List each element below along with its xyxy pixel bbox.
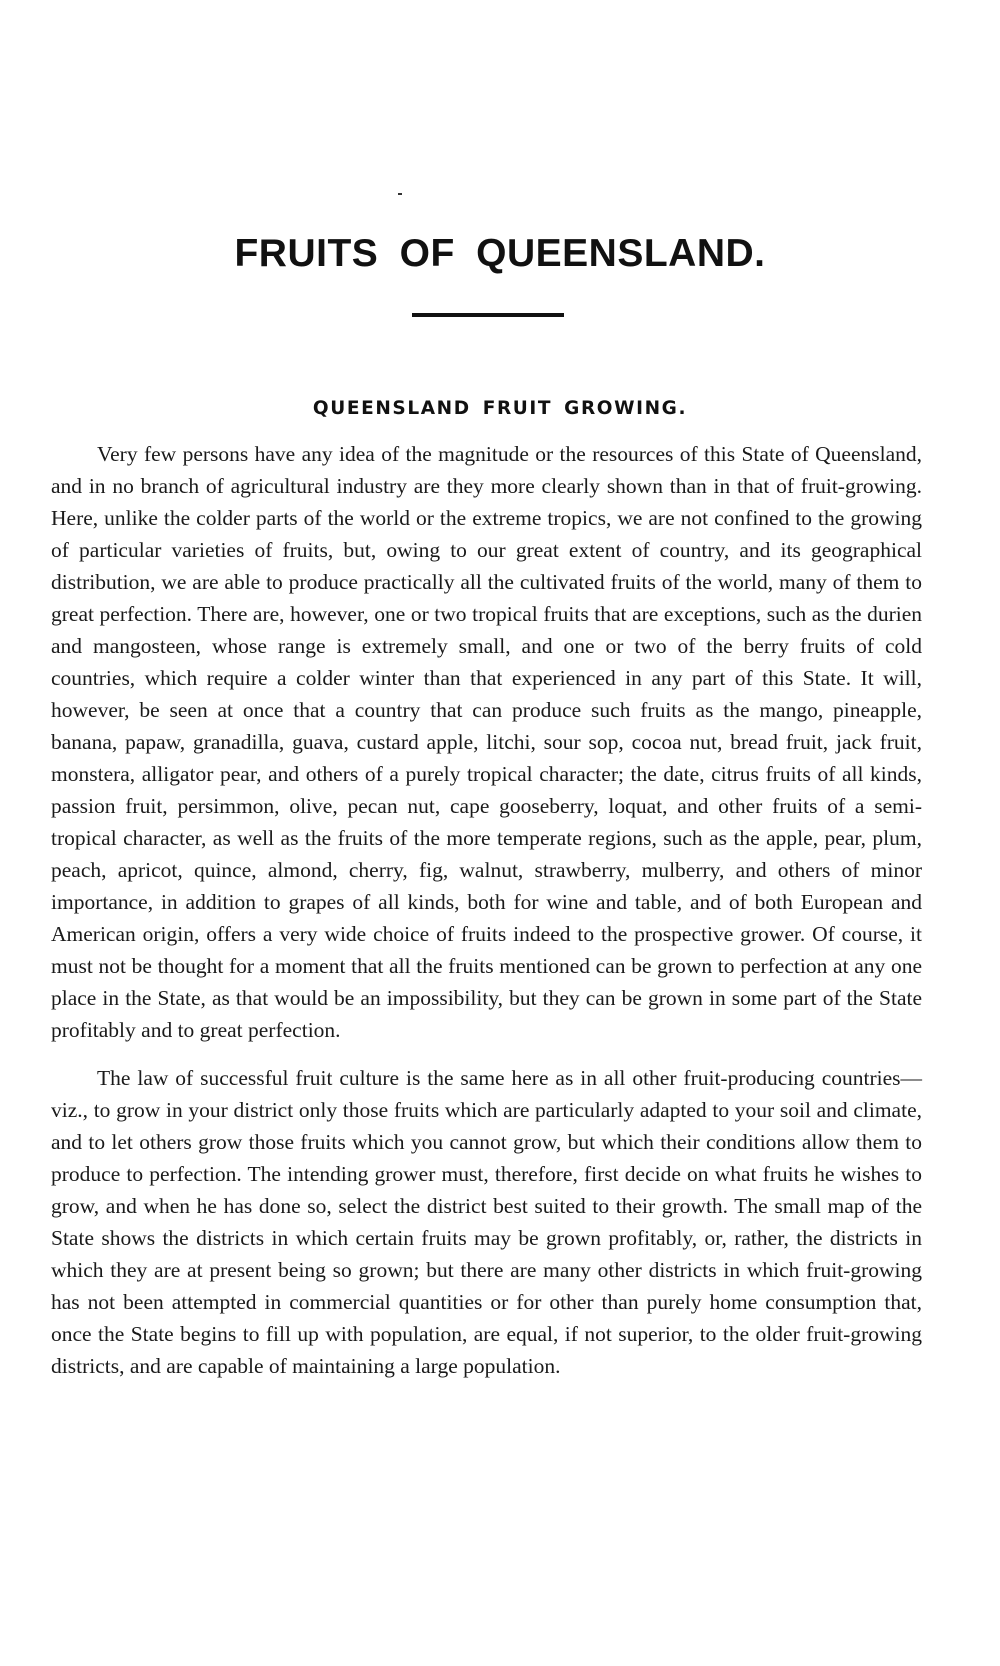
section-heading: QUEENSLAND FRUIT GROWING. bbox=[312, 398, 688, 419]
title-divider bbox=[412, 313, 564, 317]
paragraph-2: The law of successful fruit culture is the same here as in all other fruit-producing countries—viz., to grow in your district only those fruits which are particularly adapted to your soil and climate, and to let others grow those fruits which you cannot grow, but which their conditions allow them to produce to perfection. The intending grower must, therefore, first decide on what fruits he wishes to grow, and when he has done so, select the district best suited to their growth. The small map of the State shows the districts in which certain fruits may be grown profitably, or, rather, the districts in which they are at present being so grown; but there are many other districts in which fruit-growing has not been attempted in commercial quantities or for other than purely home consumption that, once the State begins to fill up with population, are equal, if not superior, to the older fruit-growing districts, and are capable of maintaining a large population. bbox=[51, 1066, 922, 1378]
page-title: FRUITS OF QUEENSLAND. bbox=[234, 232, 766, 275]
print-speck bbox=[398, 193, 402, 195]
paragraph-1: Very few persons have any idea of the magnitude or the resources of this State of Queensland, and in no branch of agricultural industry are they more clearly shown than in that of fruit-growing. Here, unlike the colder parts of the world or the extreme tropics, we are not confined to the growing of particular varieties of fruits, but, owing to our great extent of country, and its geographical distribution, we are able to produce practically all the cultivated fruits of the world, many of them to great perfection. There are, however, one or two tropical fruits that are exceptions, such as the durien and mangosteen, whose range is extremely small, and one or two of the berry fruits of cold countries, which require a colder winter than that experienced in any part of this State. It will, however, be seen at once that a country that can produce such fruits as the mango, pineapple, banana, papaw, granadilla, guava, custard apple, litchi, sour sop, cocoa nut, bread fruit, jack fruit, monstera, alligator pear, and others of a purely tropical character; the date, citrus fruits of all kinds, passion fruit, persimmon, olive, pecan nut, cape gooseberry, loquat, and other fruits of a semi-tropical character, as well as the fruits of the more temperate regions, such as the apple, pear, plum, peach, apricot, quince, almond, cherry, fig, walnut, strawberry, mulberry, and others of minor importance, in addition to grapes of all kinds, both for wine and table, and of both European and American origin, offers a very wide choice of fruits indeed to the prospective grower. Of course, it must not be thought for a moment that all the fruits mentioned can be grown to perfection at any one place in the State, as that would be an impossibility, but they can be grown in some part of the State profitably and to great perfection. bbox=[51, 442, 922, 1042]
body-text bbox=[51, 438, 922, 1382]
